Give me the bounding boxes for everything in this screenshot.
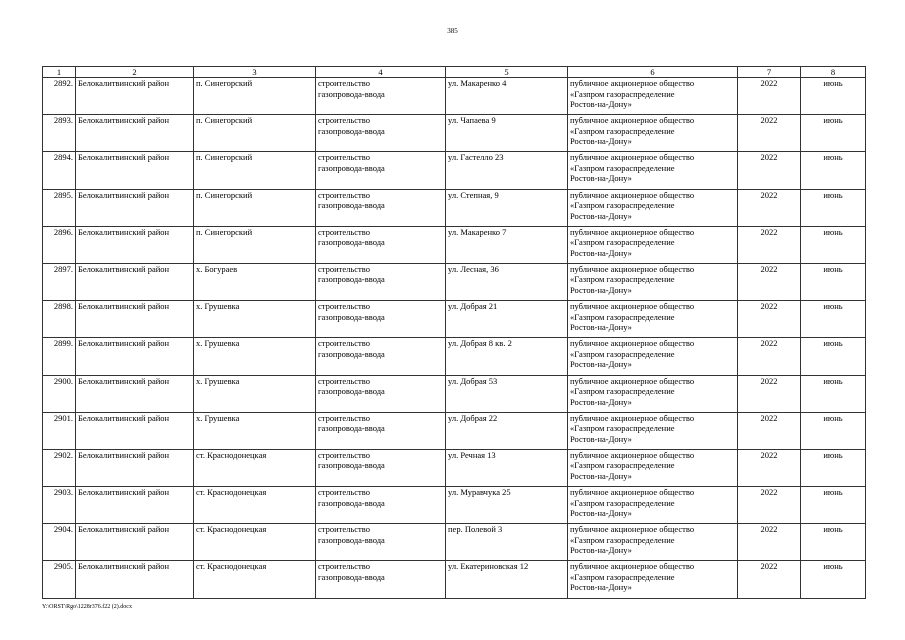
- table-row: [43, 152, 866, 189]
- row-number-cell: 2903.: [43, 487, 76, 524]
- organization-cell-line: «Газпром газораспределение: [570, 200, 675, 211]
- table-row: [43, 449, 866, 486]
- organization-cell: [568, 487, 738, 524]
- organization-cell-line: «Газпром газораспределение: [570, 162, 675, 173]
- organization-cell-line: Ростов-на-Дону»: [570, 99, 632, 109]
- work-type-cell-line: газопровода-ввода: [318, 497, 385, 508]
- work-type-cell-line: строительство: [318, 449, 370, 460]
- month-cell: июнь: [801, 226, 866, 263]
- organization-cell: [568, 263, 738, 300]
- organization-cell-line: публичное акционерное общество: [570, 263, 695, 274]
- address-cell: ул. Добрая 8 кв. 2: [446, 338, 568, 375]
- column-header-3: 3: [194, 67, 316, 78]
- organization-cell: [568, 449, 738, 486]
- table-row: [43, 301, 866, 338]
- locality-cell: п. Синегорский: [194, 78, 316, 115]
- locality-cell: п. Синегорский: [194, 189, 316, 226]
- address-cell: пер. Полевой 3: [446, 524, 568, 561]
- work-type-cell-line: газопровода-ввода: [318, 534, 385, 545]
- column-header-7: 7: [738, 67, 801, 78]
- organization-cell-line: Ростов-на-Дону»: [570, 322, 632, 333]
- work-type-cell-line: строительство: [318, 115, 370, 126]
- work-type-cell-line: строительство: [318, 226, 370, 237]
- year-cell: 2022: [738, 524, 801, 561]
- organization-cell-line: «Газпром газораспределение: [570, 237, 675, 248]
- organization-cell: [568, 375, 738, 412]
- organization-cell-line: «Газпром газораспределение: [570, 348, 675, 359]
- row-number-cell: 2895.: [43, 189, 76, 226]
- address-cell: ул. Речная 13: [446, 449, 568, 486]
- work-type-cell-line: строительство: [318, 561, 370, 572]
- column-header-5: 5: [446, 67, 568, 78]
- organization-cell-line: «Газпром газораспределение: [570, 460, 675, 471]
- organization-cell-line: «Газпром газораспределение: [570, 571, 675, 582]
- month-cell: июнь: [801, 487, 866, 524]
- address-cell: ул. Степная, 9: [446, 189, 568, 226]
- year-cell: 2022: [738, 487, 801, 524]
- column-header-4: 4: [316, 67, 446, 78]
- address-cell: ул. Чапаева 9: [446, 115, 568, 152]
- organization-cell-line: Ростов-на-Дону»: [570, 173, 632, 184]
- work-type-cell: [316, 338, 446, 375]
- organization-cell-line: публичное акционерное общество: [570, 152, 695, 163]
- header-row: [43, 67, 866, 78]
- row-number-cell: 2898.: [43, 301, 76, 338]
- organization-cell: [568, 301, 738, 338]
- year-cell: 2022: [738, 449, 801, 486]
- address-cell: ул. Лесная, 36: [446, 263, 568, 300]
- table-row: [43, 375, 866, 412]
- table-row: [43, 524, 866, 561]
- organization-cell-line: Ростов-на-Дону»: [570, 247, 632, 258]
- organization-cell-line: «Газпром газораспределение: [570, 423, 675, 434]
- work-type-cell: [316, 375, 446, 412]
- organization-cell-line: Ростов-на-Дону»: [570, 508, 632, 519]
- month-cell: июнь: [801, 561, 866, 598]
- district-cell: Белокалитвинский район: [76, 487, 194, 524]
- locality-cell: х. Богураев: [194, 263, 316, 300]
- locality-cell: п. Синегорский: [194, 226, 316, 263]
- organization-cell-line: «Газпром газораспределение: [570, 386, 675, 396]
- locality-cell: ст. Краснодонецкая: [194, 449, 316, 486]
- work-type-cell: [316, 449, 446, 486]
- month-cell: июнь: [801, 152, 866, 189]
- year-cell: 2022: [738, 412, 801, 449]
- work-type-cell: [316, 115, 446, 152]
- work-type-cell-line: строительство: [318, 524, 370, 535]
- organization-cell-line: Ростов-на-Дону»: [570, 396, 632, 407]
- organization-cell-line: «Газпром газораспределение: [570, 534, 675, 545]
- work-type-cell: [316, 301, 446, 338]
- column-header-2: 2: [76, 67, 194, 78]
- district-cell: Белокалитвинский район: [76, 524, 194, 561]
- work-type-cell: [316, 561, 446, 598]
- table-body: [43, 78, 866, 599]
- work-type-cell-line: строительство: [318, 487, 370, 498]
- locality-cell: х. Грушевка: [194, 338, 316, 375]
- work-type-cell-line: строительство: [318, 152, 370, 163]
- work-type-cell-line: газопровода-ввода: [318, 423, 385, 434]
- organization-cell-line: публичное акционерное общество: [570, 226, 695, 237]
- organization-cell: [568, 226, 738, 263]
- work-type-cell: [316, 226, 446, 263]
- year-cell: 2022: [738, 338, 801, 375]
- organization-cell: [568, 115, 738, 152]
- month-cell: июнь: [801, 524, 866, 561]
- organization-cell-line: публичное акционерное общество: [570, 524, 695, 535]
- organization-cell-line: «Газпром газораспределение: [570, 274, 675, 285]
- organization-cell-line: публичное акционерное общество: [570, 561, 695, 572]
- work-type-cell: [316, 487, 446, 524]
- organization-cell-line: публичное акционерное общество: [570, 301, 695, 312]
- locality-cell: х. Грушевка: [194, 375, 316, 412]
- work-type-cell-line: строительство: [318, 301, 370, 312]
- district-cell: Белокалитвинский район: [76, 226, 194, 263]
- work-type-cell: [316, 412, 446, 449]
- row-number-cell: 2902.: [43, 449, 76, 486]
- address-cell: ул. Гастелло 23: [446, 152, 568, 189]
- address-cell: ул. Добрая 22: [446, 412, 568, 449]
- column-header-8: 8: [801, 67, 866, 78]
- month-cell: июнь: [801, 78, 866, 115]
- month-cell: июнь: [801, 338, 866, 375]
- year-cell: 2022: [738, 561, 801, 598]
- address-cell: ул. Макаренко 7: [446, 226, 568, 263]
- year-cell: 2022: [738, 189, 801, 226]
- work-type-cell-line: газопровода-ввода: [318, 237, 385, 248]
- organization-cell: [568, 338, 738, 375]
- locality-cell: ст. Краснодонецкая: [194, 487, 316, 524]
- table-row: [43, 561, 866, 598]
- work-type-cell-line: газопровода-ввода: [318, 200, 385, 211]
- work-type-cell-line: газопровода-ввода: [318, 460, 385, 471]
- organization-cell: [568, 152, 738, 189]
- district-cell: Белокалитвинский район: [76, 152, 194, 189]
- organization-cell-line: Ростов-на-Дону»: [570, 582, 632, 593]
- district-cell: Белокалитвинский район: [76, 301, 194, 338]
- table-row: [43, 263, 866, 300]
- work-type-cell-line: газопровода-ввода: [318, 571, 385, 582]
- column-header-6: 6: [568, 67, 738, 78]
- district-cell: Белокалитвинский район: [76, 375, 194, 412]
- work-type-cell-line: газопровода-ввода: [318, 274, 385, 285]
- district-cell: Белокалитвинский район: [76, 115, 194, 152]
- organization-cell: [568, 189, 738, 226]
- organization-cell-line: Ростов-на-Дону»: [570, 545, 632, 556]
- row-number-cell: 2899.: [43, 338, 76, 375]
- work-type-cell-line: газопровода-ввода: [318, 348, 385, 359]
- district-cell: Белокалитвинский район: [76, 449, 194, 486]
- organization-cell-line: «Газпром газораспределение: [570, 88, 675, 99]
- organization-cell-line: Ростов-на-Дону»: [570, 359, 632, 370]
- organization-cell-line: Ростов-на-Дону»: [570, 210, 632, 221]
- row-number-cell: 2900.: [43, 375, 76, 412]
- footer-file-path: Y:\ORST\Rgo\1228r376.f22 (2).docx: [42, 604, 132, 610]
- work-type-cell-line: строительство: [318, 263, 370, 274]
- organization-cell: [568, 561, 738, 598]
- organization-cell-line: публичное акционерное общество: [570, 487, 695, 498]
- organization-cell-line: Ростов-на-Дону»: [570, 433, 632, 444]
- work-type-cell-line: строительство: [318, 412, 370, 423]
- work-type-cell-line: газопровода-ввода: [318, 311, 385, 322]
- organization-cell-line: публичное акционерное общество: [570, 115, 695, 126]
- table-row: [43, 189, 866, 226]
- row-number-cell: 2894.: [43, 152, 76, 189]
- locality-cell: х. Грушевка: [194, 301, 316, 338]
- work-type-cell-line: строительство: [318, 338, 370, 349]
- locality-cell: х. Грушевка: [194, 412, 316, 449]
- organization-cell-line: публичное акционерное общество: [570, 189, 695, 200]
- gas-pipeline-registry-table: [42, 66, 866, 599]
- address-cell: ул. Муравчука 25: [446, 487, 568, 524]
- district-cell: Белокалитвинский район: [76, 338, 194, 375]
- address-cell: ул. Макаренко 4: [446, 78, 568, 115]
- organization-cell: [568, 524, 738, 561]
- row-number-cell: 2897.: [43, 263, 76, 300]
- locality-cell: ст. Краснодонецкая: [194, 561, 316, 598]
- table-row: [43, 226, 866, 263]
- work-type-cell: [316, 263, 446, 300]
- year-cell: 2022: [738, 301, 801, 338]
- organization-cell-line: публичное акционерное общество: [570, 338, 695, 349]
- work-type-cell-line: газопровода-ввода: [318, 162, 385, 173]
- organization-cell-line: Ростов-на-Дону»: [570, 284, 632, 295]
- month-cell: июнь: [801, 375, 866, 412]
- year-cell: 2022: [738, 115, 801, 152]
- locality-cell: п. Синегорский: [194, 115, 316, 152]
- work-type-cell-line: строительство: [318, 375, 370, 386]
- organization-cell-line: «Газпром газораспределение: [570, 125, 675, 136]
- year-cell: 2022: [738, 78, 801, 115]
- row-number-cell: 2904.: [43, 524, 76, 561]
- month-cell: июнь: [801, 449, 866, 486]
- organization-cell-line: «Газпром газораспределение: [570, 311, 675, 322]
- address-cell: ул. Добрая 53: [446, 375, 568, 412]
- month-cell: июнь: [801, 412, 866, 449]
- work-type-cell-line: газопровода-ввода: [318, 386, 385, 396]
- row-number-cell: 2905.: [43, 561, 76, 598]
- year-cell: 2022: [738, 375, 801, 412]
- district-cell: Белокалитвинский район: [76, 78, 194, 115]
- month-cell: июнь: [801, 189, 866, 226]
- table-row: [43, 412, 866, 449]
- organization-cell-line: Ростов-на-Дону»: [570, 470, 632, 481]
- table-row: [43, 338, 866, 375]
- organization-cell: [568, 412, 738, 449]
- district-cell: Белокалитвинский район: [76, 412, 194, 449]
- address-cell: ул. Екатериновская 12: [446, 561, 568, 598]
- table-row: [43, 78, 866, 115]
- organization-cell-line: публичное акционерное общество: [570, 375, 695, 386]
- address-cell: ул. Добрая 21: [446, 301, 568, 338]
- work-type-cell-line: строительство: [318, 78, 370, 88]
- district-cell: Белокалитвинский район: [76, 189, 194, 226]
- district-cell: Белокалитвинский район: [76, 561, 194, 598]
- row-number-cell: 2901.: [43, 412, 76, 449]
- work-type-cell-line: строительство: [318, 189, 370, 200]
- work-type-cell: [316, 524, 446, 561]
- row-number-cell: 2893.: [43, 115, 76, 152]
- year-cell: 2022: [738, 226, 801, 263]
- page-number: 385: [447, 27, 458, 35]
- organization-cell-line: публичное акционерное общество: [570, 78, 695, 88]
- row-number-cell: 2892.: [43, 78, 76, 115]
- month-cell: июнь: [801, 301, 866, 338]
- locality-cell: ст. Краснодонецкая: [194, 524, 316, 561]
- work-type-cell: [316, 78, 446, 115]
- row-number-cell: 2896.: [43, 226, 76, 263]
- year-cell: 2022: [738, 263, 801, 300]
- work-type-cell-line: газопровода-ввода: [318, 88, 385, 99]
- table-row: [43, 115, 866, 152]
- month-cell: июнь: [801, 263, 866, 300]
- column-header-1: 1: [43, 67, 76, 78]
- table-row: [43, 487, 866, 524]
- work-type-cell-line: газопровода-ввода: [318, 125, 385, 136]
- organization-cell-line: «Газпром газораспределение: [570, 497, 675, 508]
- organization-cell: [568, 78, 738, 115]
- locality-cell: п. Синегорский: [194, 152, 316, 189]
- month-cell: июнь: [801, 115, 866, 152]
- work-type-cell: [316, 189, 446, 226]
- year-cell: 2022: [738, 152, 801, 189]
- organization-cell-line: публичное акционерное общество: [570, 449, 695, 460]
- organization-cell-line: Ростов-на-Дону»: [570, 136, 632, 147]
- organization-cell-line: публичное акционерное общество: [570, 412, 695, 423]
- district-cell: Белокалитвинский район: [76, 263, 194, 300]
- work-type-cell: [316, 152, 446, 189]
